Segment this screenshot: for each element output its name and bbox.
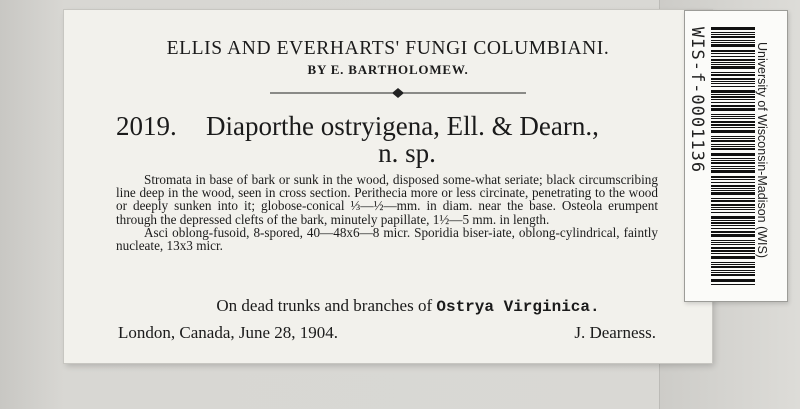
barcode-bar [711, 40, 755, 41]
barcode-id: WIS-f-0001136 [687, 27, 707, 174]
barcode-tag [684, 10, 788, 302]
barcode-bar [711, 284, 755, 285]
barcode-bar [711, 207, 755, 208]
barcode-bar [711, 272, 755, 273]
barcode-bar [711, 99, 755, 100]
habitat-text: On dead trunks and branches of [216, 296, 433, 315]
barcode-bar [711, 242, 755, 243]
barcode-bar [711, 228, 755, 229]
barcode-bar [711, 160, 755, 161]
description-paragraph: Stromata in base of bark or sunk in the wood, disposed some-what seriate; black circumscribing line deep in the wood, seen in cross section. Perithecia more or less circinate, penetrating to the wood or deeply sunken into it; globose-conical ⅓—½—mm. in diam. near the base. Osteola erumpent through the depressed clefts of the bark, minutely papillate, 1½—5 mm. in length. [116, 172, 658, 227]
barcode-bar [711, 279, 755, 282]
barcode-bar [711, 247, 755, 249]
barcode-bar [711, 50, 755, 52]
barcode-bar [711, 140, 755, 142]
barcode-bar [711, 256, 755, 259]
barcode-bar [711, 44, 755, 47]
barcode-bar [711, 144, 755, 145]
series-title: ELLIS AND EVERHARTS' FUNGI COLUMBIANI. [166, 38, 610, 59]
barcode-bar [711, 200, 755, 202]
barcode-bar [711, 231, 755, 233]
barcode-bar [711, 83, 755, 84]
new-species-marker: n. sp. [378, 138, 436, 168]
barcode-bar [711, 166, 755, 167]
barcode-bar [711, 148, 755, 150]
barcode-bar [711, 182, 755, 183]
barcode-bar [711, 90, 755, 93]
barcode-bar [711, 244, 755, 245]
barcode-bar [711, 192, 755, 195]
barcode-bar [711, 94, 755, 95]
barcode-bar [711, 124, 755, 126]
barcode-bar [711, 162, 755, 164]
barcode-bar [711, 225, 755, 226]
species-name: Diaporthe ostryigena, Ell. & Dearn., [206, 111, 599, 141]
barcode-bar [711, 262, 755, 263]
specimen-label [64, 10, 712, 363]
barcode-bar [711, 153, 755, 156]
barcode-bar [711, 114, 755, 115]
barcode-bar [711, 108, 755, 111]
barcode-bar [711, 118, 755, 119]
habitat-line [64, 296, 712, 316]
barcode-bar [711, 105, 755, 107]
barcode-bar [711, 250, 755, 252]
divider-ornament [270, 88, 526, 98]
barcode [711, 27, 755, 287]
series-editor: BY E. BARTHOLOMEW. [307, 62, 469, 77]
institution-name: University of Wisconsin-Madison (WIS) [755, 41, 769, 258]
collector: J. Dearness. [574, 323, 656, 342]
barcode-bar [711, 42, 755, 43]
barcode-bar [711, 74, 755, 76]
barcode-bar [711, 27, 755, 30]
barcode-bar [711, 209, 755, 210]
barcode-bar [711, 158, 755, 159]
barcode-bar [711, 32, 755, 33]
barcode-bar [711, 102, 755, 103]
barcode-bar [711, 86, 755, 87]
locality-date: London, Canada, June 28, 1904. [118, 323, 339, 342]
barcode-bar [711, 240, 755, 241]
barcode-bar [711, 116, 755, 117]
barcode-bar [711, 198, 755, 199]
description-paragraph: Asci oblong-fusoid, 8-spored, 40—48x6—8 micr. Sporidia biser-iate, oblong-cylindrical, faintly nucleate, 13x3 micr. [116, 224, 658, 254]
barcode-bar [711, 96, 755, 98]
barcode-bar [711, 220, 755, 221]
barcode-bar [711, 222, 755, 224]
description [116, 173, 658, 252]
barcode-bar [711, 53, 755, 54]
barcode-bar [711, 130, 755, 133]
barcode-bar [711, 127, 755, 128]
exsiccata-number: 2019. [116, 111, 177, 141]
barcode-bar [711, 179, 755, 180]
barcode-bar [711, 216, 755, 219]
barcode-bar [711, 138, 755, 139]
barcode-bar [711, 190, 755, 191]
barcode-bar [711, 234, 755, 237]
barcode-bar [711, 253, 755, 254]
barcode-bar [711, 266, 755, 268]
host-name: Ostrya Virginica. [436, 298, 600, 316]
barcode-bar [711, 78, 755, 80]
barcode-bar [711, 121, 755, 123]
barcode-bar [711, 66, 755, 69]
barcode-bar [711, 168, 755, 169]
barcode-bar [711, 56, 755, 57]
barcode-bar [711, 146, 755, 147]
barcode-bar [711, 176, 755, 178]
barcode-bar [711, 62, 755, 63]
barcode-bar [711, 204, 755, 206]
barcode-bar [711, 36, 755, 38]
barcode-bar [711, 185, 755, 187]
barcode-bar [711, 274, 755, 276]
barcode-bar [711, 264, 755, 265]
barcode-bar [711, 72, 755, 73]
barcode-bar [711, 136, 755, 137]
barcode-bar [711, 212, 755, 213]
barcode-bar [711, 188, 755, 189]
barcode-bar [711, 59, 755, 61]
barcode-bar [711, 81, 755, 82]
barcode-bar [711, 64, 755, 65]
barcode-bar [711, 270, 755, 271]
barcode-bar [711, 170, 755, 173]
barcode-bar [711, 34, 755, 35]
